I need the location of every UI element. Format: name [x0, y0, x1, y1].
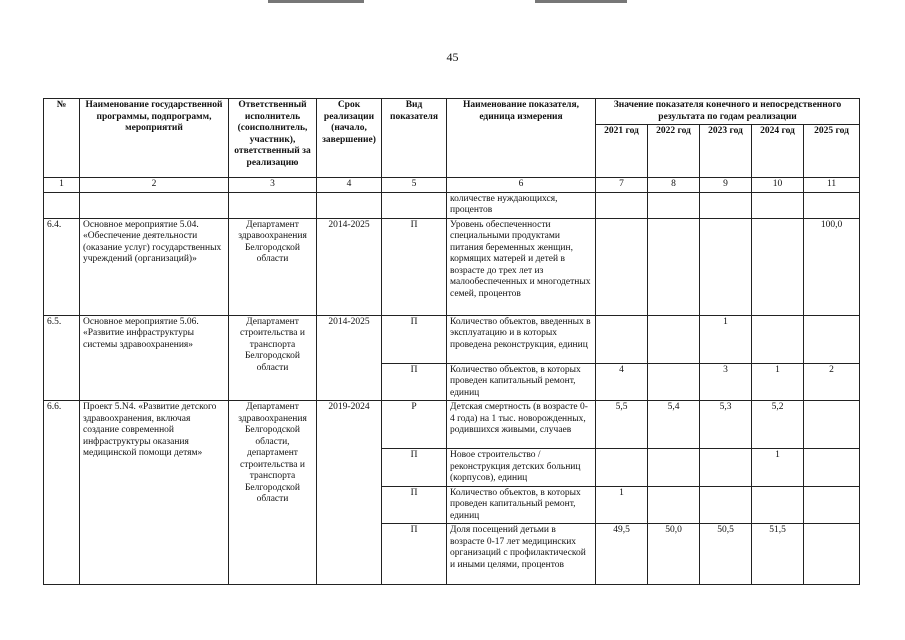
value-cell: 100,0 [804, 218, 860, 315]
value-cell: 1 [596, 486, 648, 524]
indicator-cell: Новое строительство / реконструкция детских больниц (корпусов), единиц [447, 449, 596, 487]
value-cell [648, 486, 700, 524]
column-number: 2 [80, 178, 229, 193]
value-cell [648, 218, 700, 315]
indicator-cell: Количество объектов, в которых проведен капитальный ремонт, единиц [447, 363, 596, 401]
column-number: 9 [700, 178, 752, 193]
indicator-cell: Количество объектов, введенных в эксплуатацию и в которых проведена реконструкция, единиц [447, 315, 596, 363]
column-number: 7 [596, 178, 648, 193]
indicator-type-cell: П [382, 218, 447, 315]
column-number: 4 [317, 178, 382, 193]
table-row [44, 192, 860, 218]
executor-cell: Департамент здравоохранения Белгородской области [229, 218, 317, 315]
program-cell: Проект 5.N4. «Развитие детского здравоохранения, включая создание современной инфраструктуры оказания медицинской помощи детям» [80, 401, 229, 585]
value-cell [596, 449, 648, 487]
value-cell [648, 363, 700, 401]
value-cell: 50,0 [648, 524, 700, 585]
value-cell [752, 315, 804, 363]
value-cell [804, 524, 860, 585]
indicator-type-cell: П [382, 524, 447, 585]
value-cell: 3 [700, 363, 752, 401]
table-row [44, 218, 860, 315]
column-number: 3 [229, 178, 317, 193]
program-cell: Основное мероприятие 5.04. «Обеспечение деятельности (оказание услуг) государственных учреждений (организаций)» [80, 218, 229, 315]
program-cell: Основное мероприятие 5.06. «Развитие инфраструктуры системы здравоохранения» [80, 315, 229, 401]
indicator-cell: количестве нуждающихся, процентов [447, 192, 596, 218]
indicator-cell: Детская смертность (в возрасте 0-4 года) на 1 тыс. новорожденных, родившихся живыми, случаев [447, 401, 596, 449]
row-number: 6.4. [44, 218, 80, 315]
value-cell [700, 449, 752, 487]
value-cell: 5,5 [596, 401, 648, 449]
value-cell: 4 [596, 363, 648, 401]
indicator-type-cell: П [382, 363, 447, 401]
value-cell [804, 486, 860, 524]
period-cell: 2014-2025 [317, 218, 382, 315]
value-cell: 2 [804, 363, 860, 401]
value-cell [804, 401, 860, 449]
header-year: 2021 год [596, 125, 648, 178]
value-cell [596, 315, 648, 363]
value-cell: 1 [752, 363, 804, 401]
column-number: 5 [382, 178, 447, 193]
value-cell: 51,5 [752, 524, 804, 585]
value-cell: 50,5 [700, 524, 752, 585]
indicator-type-cell: П [382, 315, 447, 363]
value-cell: 49,5 [596, 524, 648, 585]
value-cell [804, 315, 860, 363]
value-cell [648, 315, 700, 363]
value-cell: 5,4 [648, 401, 700, 449]
value-cell [700, 486, 752, 524]
table-row [44, 315, 860, 363]
value-cell [596, 218, 648, 315]
column-number: 1 [44, 178, 80, 193]
header-period: Срок реализации (начало, завершение) [317, 99, 382, 178]
header-values-group: Значение показателя конечного и непосредственного результата по годам реализации [596, 99, 860, 125]
value-cell [700, 218, 752, 315]
column-number: 10 [752, 178, 804, 193]
value-cell: 1 [700, 315, 752, 363]
page-number: 45 [446, 50, 459, 64]
period-cell: 2014-2025 [317, 315, 382, 401]
row-number: 6.5. [44, 315, 80, 401]
column-number-row [44, 178, 860, 193]
value-cell [648, 449, 700, 487]
indicator-type-cell: П [382, 449, 447, 487]
header-indicator-name: Наименование показателя, единица измерения [447, 99, 596, 178]
period-cell: 2019-2024 [317, 401, 382, 585]
header-year: 2025 год [804, 125, 860, 178]
table-row [44, 401, 860, 449]
column-number: 6 [447, 178, 596, 193]
indicator-cell: Количество объектов, в которых проведен капитальный ремонт, единиц [447, 486, 596, 524]
header-year: 2024 год [752, 125, 804, 178]
indicator-type-cell: Р [382, 401, 447, 449]
top-scan-line [535, 0, 627, 3]
value-cell: 5,3 [700, 401, 752, 449]
header-indicator-type: Вид показателя [382, 99, 447, 178]
header-year: 2022 год [648, 125, 700, 178]
header-no: № [44, 99, 80, 178]
header-row [44, 99, 860, 125]
column-number: 8 [648, 178, 700, 193]
executor-cell: Департамент здравоохранения Белгородской области, департамент строительства и транспорта Белгородской области [229, 401, 317, 585]
value-cell: 1 [752, 449, 804, 487]
indicator-cell: Уровень обеспеченности специальными продуктами питания беременных женщин, кормящих матерей и детей в возрасте до трех лет из малообеспеченных и многодетных семей, процентов [447, 218, 596, 315]
header-executor: Ответственный исполнитель (соисполнитель, участник), ответственный за реализацию [229, 99, 317, 178]
column-number: 11 [804, 178, 860, 193]
value-cell: 5,2 [752, 401, 804, 449]
program-table [43, 98, 860, 585]
value-cell [752, 486, 804, 524]
value-cell [804, 449, 860, 487]
header-year: 2023 год [700, 125, 752, 178]
value-cell [752, 218, 804, 315]
indicator-cell: Доля посещений детьми в возрасте 0-17 лет медицинских организаций с профилактической и иными целями, процентов [447, 524, 596, 585]
indicator-type-cell: П [382, 486, 447, 524]
executor-cell: Департамент строительства и транспорта Белгородской области [229, 315, 317, 401]
top-scan-line [268, 0, 364, 3]
row-number: 6.6. [44, 401, 80, 585]
header-program: Наименование государственной программы, подпрограмм, мероприятий [80, 99, 229, 178]
